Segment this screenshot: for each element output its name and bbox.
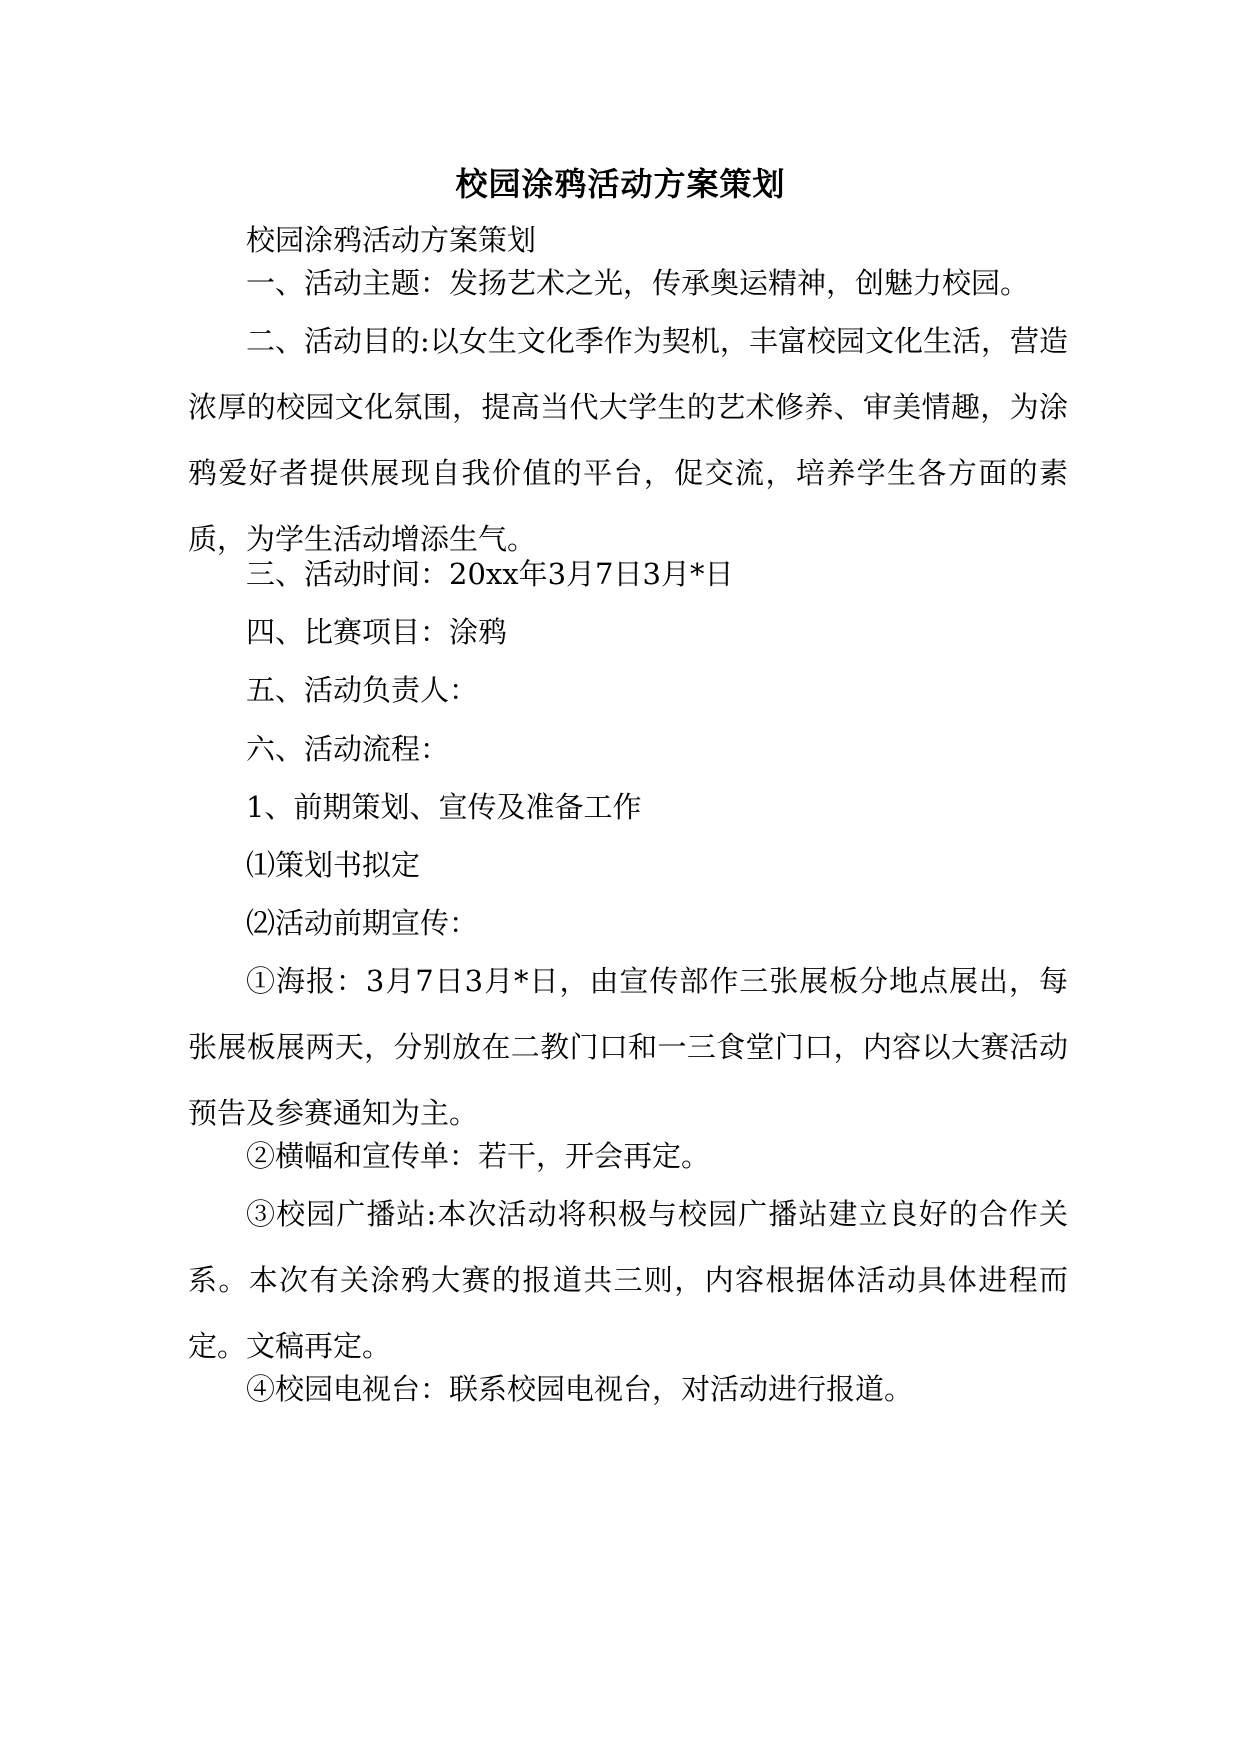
paragraph-step-1: 1、前期策划、宣传及准备工作 — [246, 790, 642, 824]
paragraph-step-1-1: ⑴策划书拟定 — [246, 848, 421, 882]
paragraph-poster: ①海报：3月7日3月*日，由宣传部作三张展板分地点展出，每张展板展两天，分别放在二教门口和一三食堂门口，内容以大赛活动预告及参赛通知为主。 — [188, 964, 1068, 1130]
paragraph-owner: 五、活动负责人： — [246, 673, 479, 707]
paragraph-tv: ④校园电视台：联系校园电视台，对活动进行报道。 — [246, 1372, 914, 1406]
paragraph-purpose: 二、活动目的:以女生文化季作为契机，丰富校园文化生活，营造浓厚的校园文化氛围，提高当代大学生的艺术修养、审美情趣，为涂鸦爱好者提供展现自我价值的平台，促交流，培养学生各方面的素质，为学生活动增添生气。 — [188, 324, 1068, 556]
paragraph-event: 四、比赛项目：涂鸦 — [246, 615, 508, 649]
paragraph-banner: ②横幅和宣传单：若干，开会再定。 — [246, 1139, 711, 1173]
paragraph-radio: ③校园广播站:本次活动将积极与校园广播站建立良好的合作关系。本次有关涂鸦大赛的报道共三则，内容根据体活动具体进程而定。文稿再定。 — [188, 1197, 1068, 1363]
paragraph-time: 三、活动时间：20xx年3月7日3月*日 — [246, 557, 734, 591]
paragraph-subtitle: 校园涂鸦活动方案策划 — [246, 223, 537, 257]
document-title: 校园涂鸦活动方案策划 — [455, 165, 786, 203]
paragraph-process: 六、活动流程： — [246, 732, 450, 766]
paragraph-theme: 一、活动主题：发扬艺术之光，传承奥运精神，创魅力校园。 — [246, 266, 1030, 300]
paragraph-step-1-2: ⑵活动前期宣传： — [246, 906, 479, 940]
